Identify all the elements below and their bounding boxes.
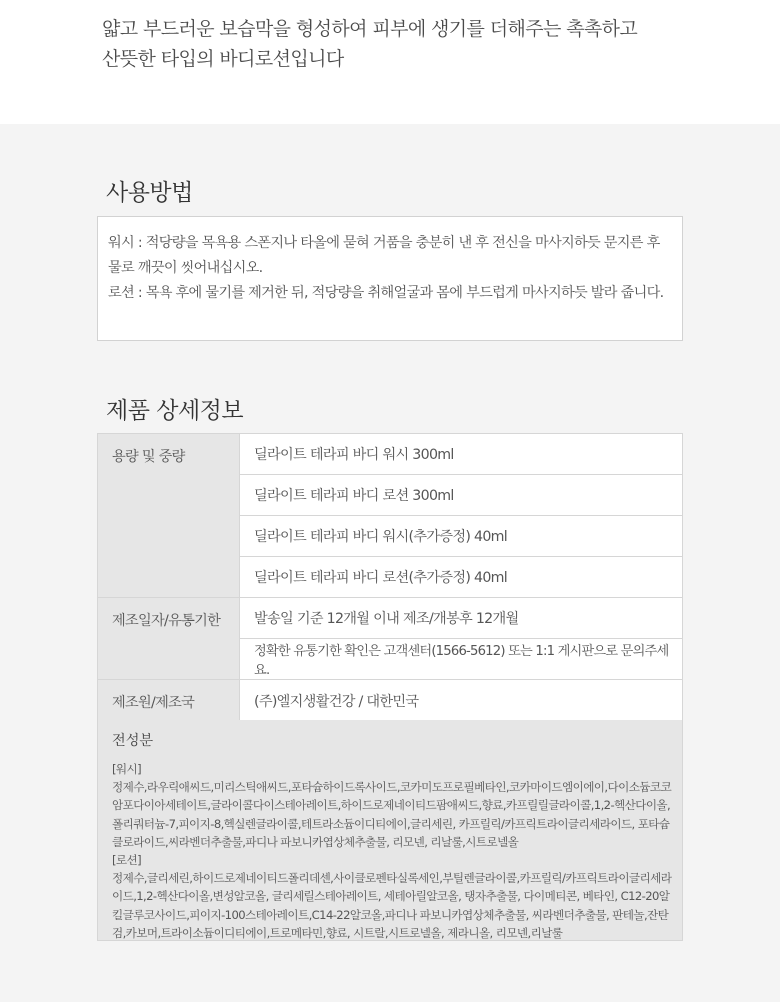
usage-box bbox=[97, 216, 683, 341]
ingredients-body bbox=[112, 760, 674, 942]
capacity-value: 딜라이트 테라피 바디 로션(추가증정) 40ml bbox=[240, 557, 683, 598]
expiry-note: 정확한 유통기한 확인은 고객센터(1566-5612) 또는 1:1 게시판으로 문의주세요. bbox=[240, 639, 683, 680]
usage-title: 사용방법 bbox=[106, 180, 193, 206]
details-title: 제품 상세정보 bbox=[106, 398, 244, 424]
row-label-expiry: 제조일자/유통기한 bbox=[98, 598, 240, 680]
intro-line-2: 산뜻한 타입의 바디로션입니다 bbox=[102, 48, 344, 70]
usage-line-1: 워시 : 적당량을 목욕용 스폰지나 타올에 묻혀 거품을 충분히 낸 후 전신을 마사지하듯 문지른 후 bbox=[108, 235, 660, 251]
capacity-value: 딜라이트 테라피 바디 워시(추가증정) 40ml bbox=[240, 516, 683, 557]
table-row bbox=[98, 598, 683, 639]
row-label-capacity: 용량 및 중량 bbox=[98, 434, 240, 598]
table-row bbox=[98, 434, 683, 475]
expiry-value: 발송일 기준 12개월 이내 제조/개봉후 12개월 bbox=[240, 598, 683, 639]
lotion-header: [로션] bbox=[112, 853, 142, 868]
lotion-ingredients: 정제수,글리세린,하이드로제네이티드폴리데센,사이클로펜타실록세인,부틸렌글라이콜,카프릴릭/카프릭트라이글리세라이드,1,2-헥산다이올,변성알코올, 글리세릴스테아레이트, 세테아릴알코올, 탱자추출물, 다이메티콘, 베타인, C12-20알킬글루코사이드,피이지-100스테아레이트,C14-22알코올,파디나 파보니카엽상체추출물, 씨라벤더추출물, 판테놀,잔탄검,카보머,트라이소듐이디티에이,트로메타민,향료, 시트랄,시트로넬올, 제라니올, 리모넨,리날룰 bbox=[112, 871, 672, 940]
row-label-manufacturer: 제조원/제조국 bbox=[98, 680, 240, 723]
capacity-value: 딜라이트 테라피 바디 로션 300ml bbox=[240, 475, 683, 516]
usage-line-2: 물로 깨끗이 씻어내십시오. bbox=[108, 260, 263, 276]
usage-line-3: 로션 : 목욕 후에 물기를 제거한 뒤, 적당량을 취해얼굴과 몸에 부드럽게 마사지하듯 발라 줍니다. bbox=[108, 285, 664, 301]
capacity-value: 딜라이트 테라피 바디 워시 300ml bbox=[240, 434, 683, 475]
manufacturer-value: (주)엘지생활건강 / 대한민국 bbox=[240, 680, 683, 723]
ingredients-title: 전성분 bbox=[112, 733, 154, 749]
product-detail-table bbox=[97, 433, 683, 723]
wash-header: [워시] bbox=[112, 762, 142, 776]
ingredients-box bbox=[97, 720, 683, 941]
intro-line-1: 얇고 부드러운 보습막을 형성하여 피부에 생기를 더해주는 촉촉하고 bbox=[102, 18, 638, 40]
intro-section bbox=[0, 0, 780, 124]
table-row bbox=[98, 680, 683, 723]
wash-ingredients: 정제수,라우릭애씨드,미리스틱애씨드,포타슘하이드록사이드,코카미도프로필베타인,코카마이드엠이에이,다이소듐코코암포다이아세테이트,글라이콜다이스테아레이트,하이드로제네이티드팜애씨드,향료,카프릴릴글라이콜,1,2-헥산다이올,폴리쿼터늄-7,피이지-8,헥실렌글라이콜,테트라소듐이디티에이,글리세린, 카프릴릭/카프릭트라이글리세라이드, 포타슘클로라이드,씨라벤더추출물,파디나 파보니카엽상체추출물, 리모넨, 리날룰,시트로넬올 bbox=[112, 780, 672, 849]
